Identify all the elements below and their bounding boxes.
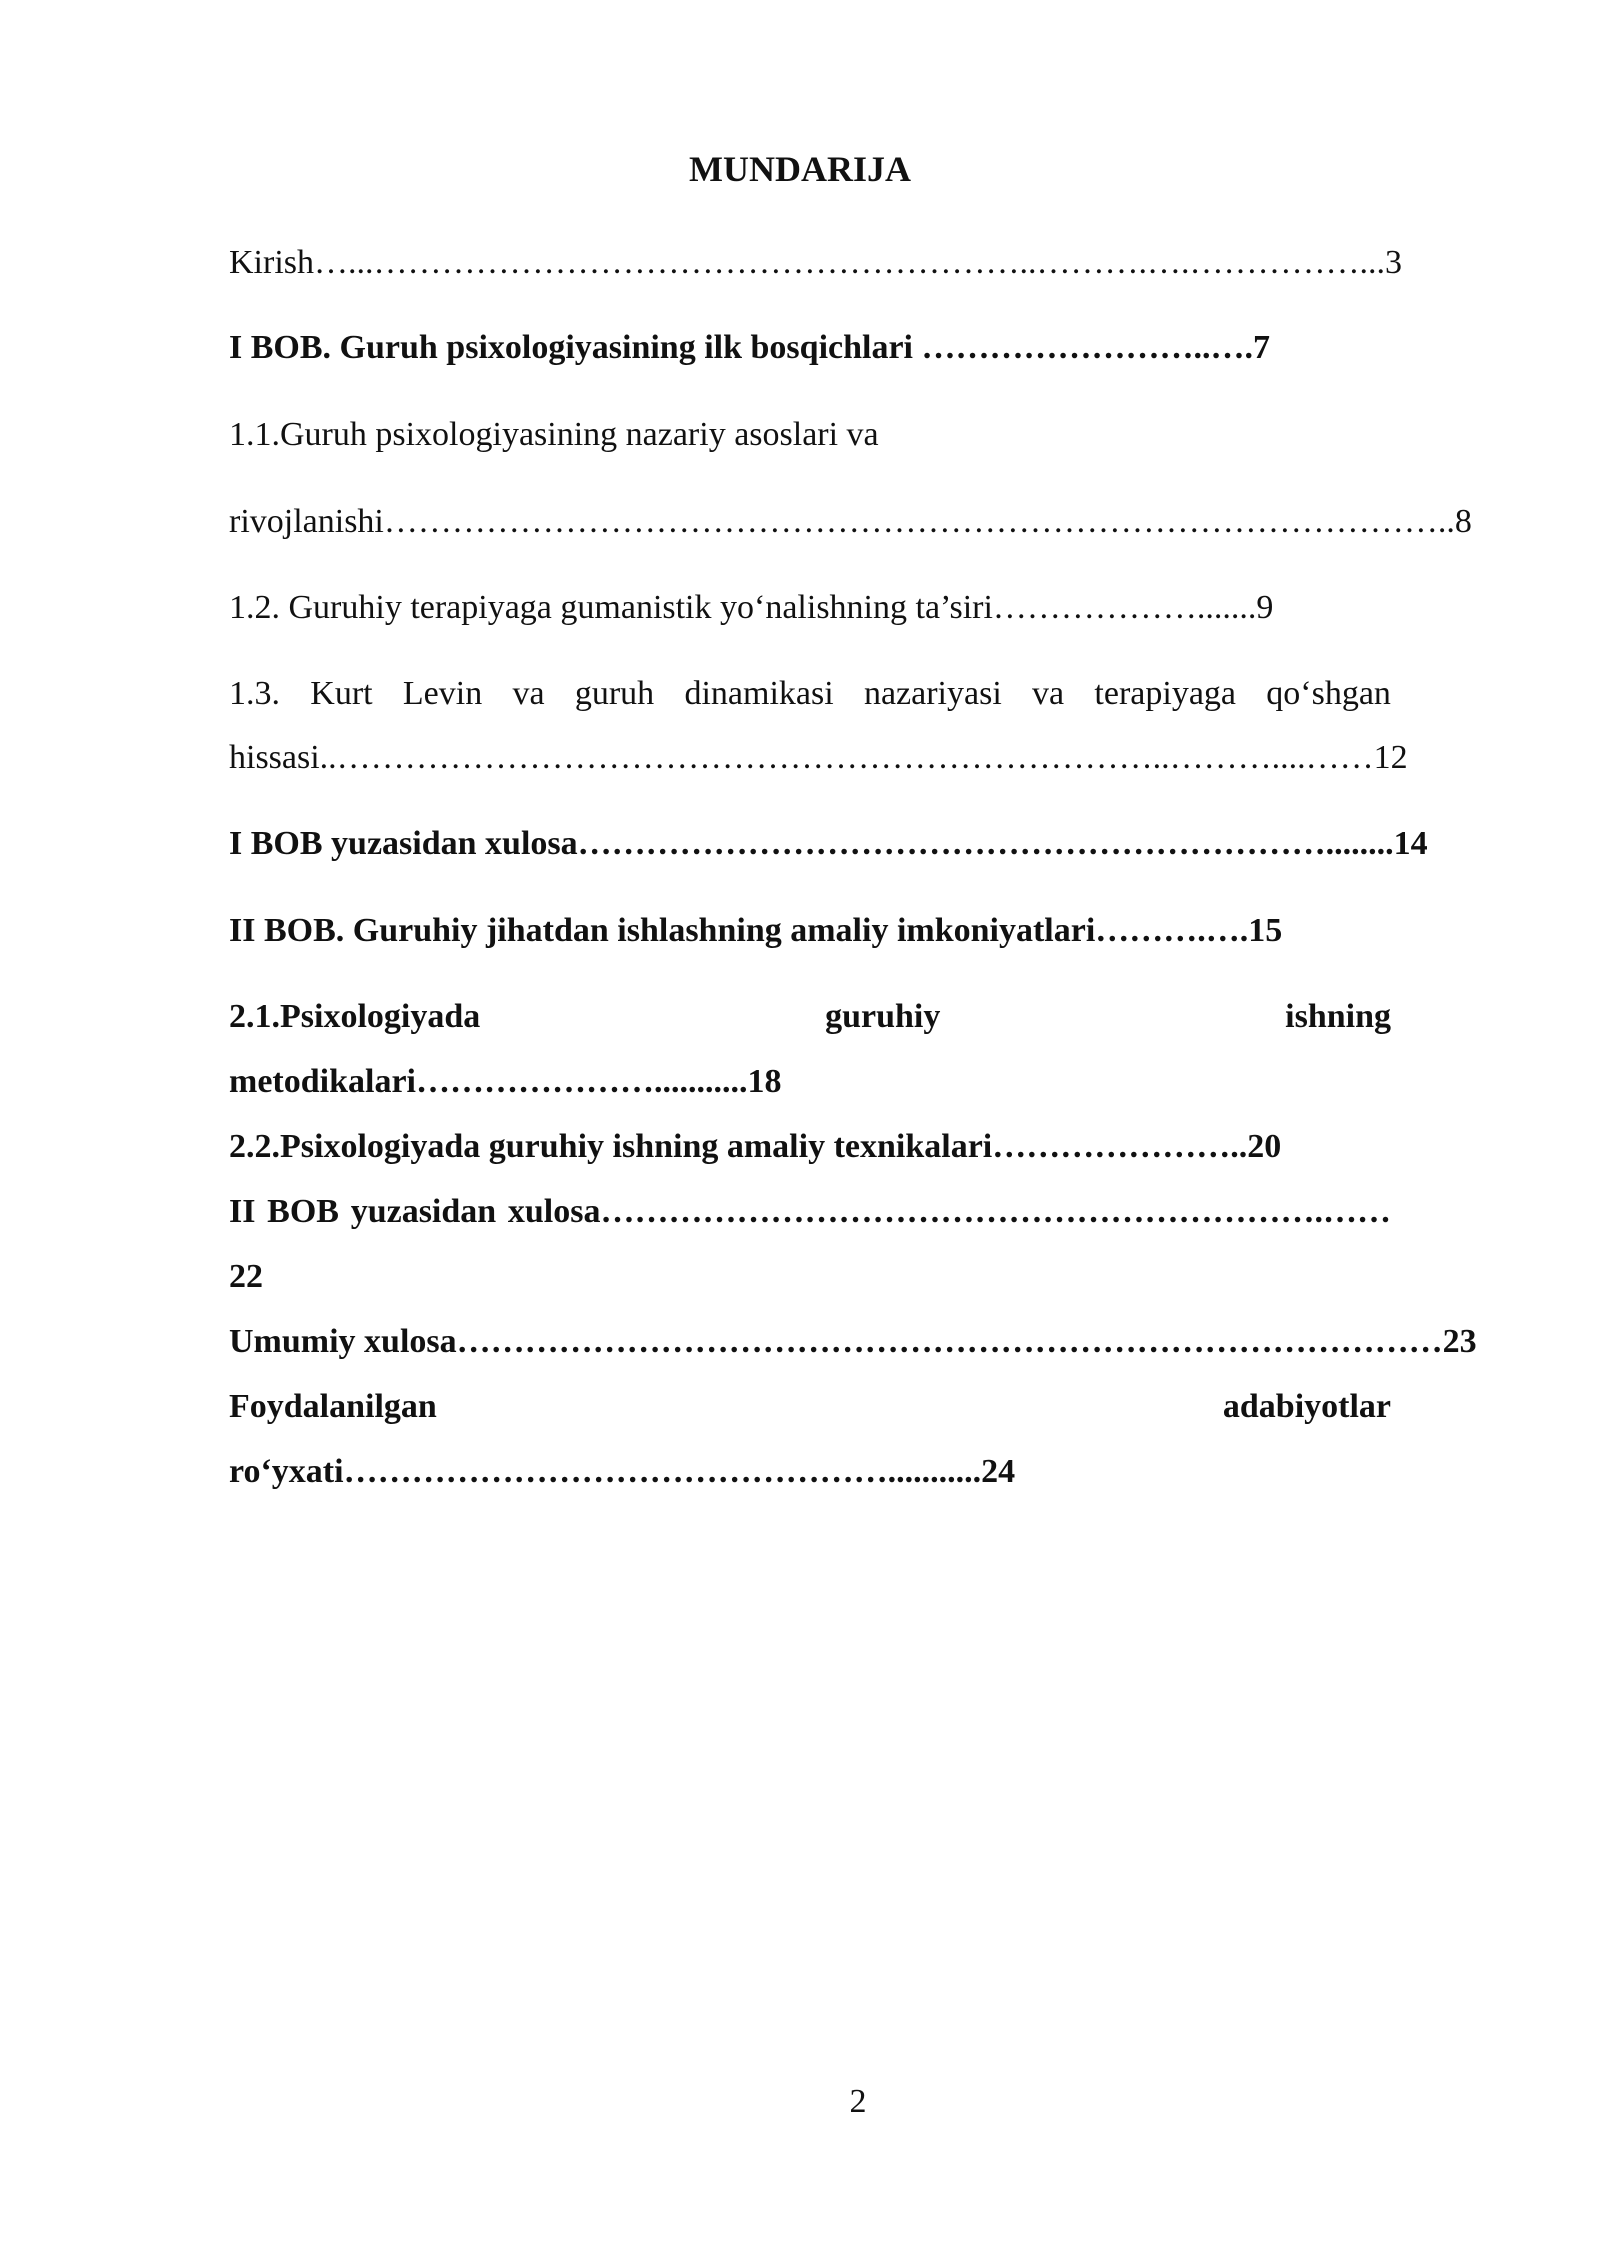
toc-entry-text: 1.1.Guruh psixologiyasining nazariy asoslari va: [229, 416, 879, 453]
toc-word: terapiyaga: [1094, 675, 1236, 712]
toc-entry-1-3-line-2: [229, 738, 1408, 778]
toc-entry-text: II BOB. Guruhiy jihatdan ishlashning amaliy imkoniyatlari……….….15: [229, 912, 1283, 949]
toc-entry-references-line-1: [229, 1387, 1391, 1427]
toc-word: nazariyasi: [863, 675, 1002, 712]
toc-entry-text: I BOB yuzasidan xulosa…………………………………………………………........14: [229, 825, 1428, 862]
toc-entry-chapter-1-conclusion: [229, 824, 1428, 864]
toc-word: va: [512, 675, 545, 712]
toc-entry-text: metodikalari…………………...........18: [229, 1063, 782, 1100]
toc-entry-kirish: [229, 243, 1402, 283]
toc-entry-text: 2.2.Psixologiyada guruhiy ishning amaliy texnikalari…………………..20: [229, 1128, 1282, 1165]
toc-word: BOB: [267, 1193, 339, 1230]
toc-entry-text: Umumiy xulosa……………………………………………………………………………23: [229, 1323, 1477, 1360]
toc-word: Foydalanilgan: [229, 1388, 437, 1425]
toc-entry-1-3-line-1: [229, 674, 1391, 714]
toc-entry-general-conclusion: [229, 1322, 1477, 1362]
toc-entry-text: Kirish…...…………………………………………………..……….….……………...3: [229, 244, 1402, 281]
toc-word: xulosa……………………………………………………….……: [507, 1193, 1391, 1230]
toc-entry-references-line-2: [229, 1452, 1015, 1492]
toc-word: 1.3.: [229, 675, 280, 712]
toc-word: adabiyotlar: [1222, 1388, 1391, 1425]
toc-word: guruhiy: [825, 998, 941, 1035]
toc-entry-chapter-2-conclusion-line-2: [229, 1257, 263, 1297]
toc-entry-1-2: [229, 588, 1273, 628]
toc-word: 2.1.Psixologiyada: [229, 998, 481, 1035]
toc-entry-1-1-line-1: [229, 415, 879, 455]
toc-word: va: [1032, 675, 1065, 712]
page-title: MUNDARIJA: [689, 149, 911, 189]
toc-entry-chapter-1: [229, 328, 1270, 368]
toc-word: qo‘shgan: [1266, 675, 1391, 712]
toc-entry-text: 1.2. Guruhiy terapiyaga gumanistik yo‘nalishning ta’siri……………….......9: [229, 589, 1274, 626]
toc-word: Kurt: [310, 675, 373, 712]
toc-word: Levin: [402, 675, 483, 712]
toc-word: yuzasidan: [350, 1193, 497, 1230]
toc-word: guruh: [574, 675, 655, 712]
toc-entry-chapter-2: [229, 911, 1282, 951]
toc-entry-2-2: [229, 1127, 1281, 1167]
toc-word: ishning: [1285, 998, 1391, 1035]
toc-entry-text: ro‘yxati…………………………………………...........24: [229, 1453, 1016, 1490]
toc-word: II: [229, 1193, 256, 1230]
toc-entry-2-1-line-1: [229, 997, 1391, 1037]
toc-entry-text: hissasi..………………………………………………………………..………....……12: [229, 739, 1408, 776]
toc-entry-text: I BOB. Guruh psixologiyasining ilk bosqichlari ……………………..….7: [229, 329, 1271, 366]
page-number: 2: [849, 2083, 867, 2120]
toc-entry-chapter-2-conclusion-line-1: [229, 1192, 1391, 1232]
toc-entry-2-1-line-2: [229, 1062, 781, 1102]
toc-word: dinamikasi: [684, 675, 834, 712]
toc-entry-1-1-line-2: [229, 502, 1472, 542]
toc-entry-text: rivojlanishi…………………………………………………………………………………..8: [229, 503, 1472, 540]
toc-entry-text: 22: [229, 1258, 263, 1295]
